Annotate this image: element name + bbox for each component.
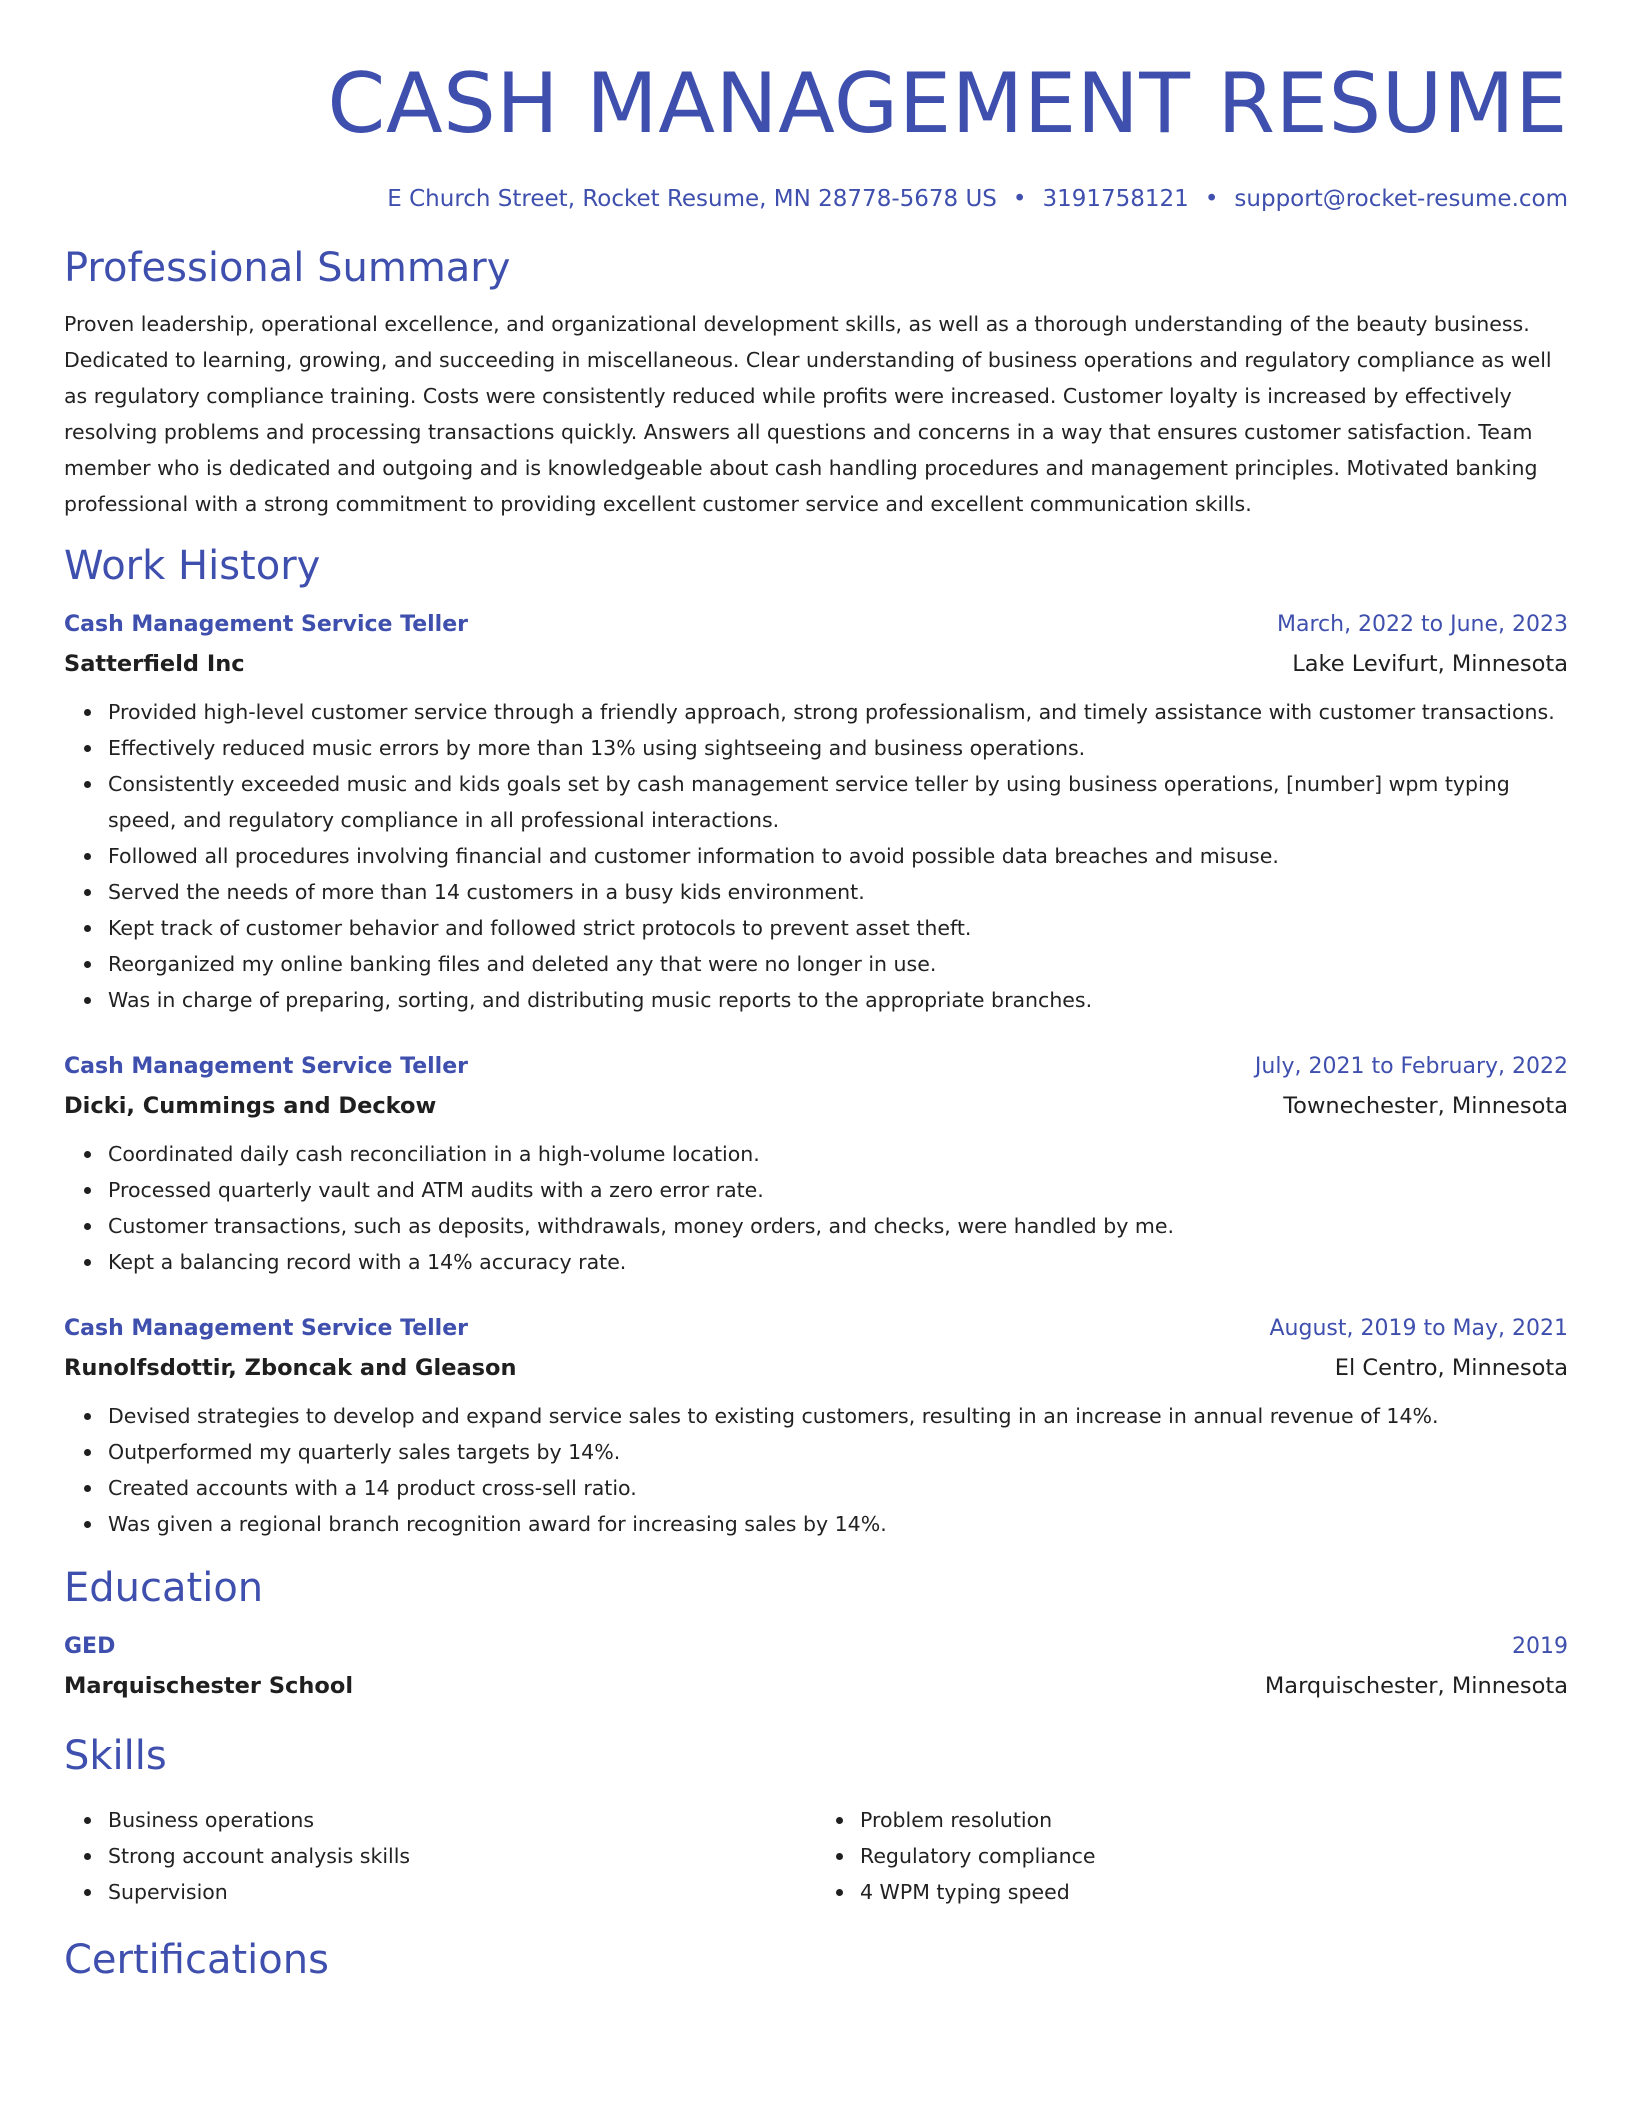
- job-bullet: Devised strategies to develop and expand service sales to existing customers, resulting in an increase in annual revenue of 14%.: [108, 1398, 1568, 1434]
- job-company-row: [64, 1086, 1568, 1126]
- contact-line: [64, 184, 1568, 214]
- education-school: Marquischester School: [64, 1673, 354, 1699]
- skills-grid: [64, 1792, 1568, 1910]
- job-company: Runolfsdottir, Zboncak and Gleason: [64, 1355, 517, 1381]
- job-bullet: Outperformed my quarterly sales targets by 14%.: [108, 1434, 1568, 1470]
- skill-item: Problem resolution: [860, 1802, 1568, 1838]
- job-company: Satterfield Inc: [64, 651, 245, 677]
- skills-list-right: [816, 1802, 1568, 1910]
- job-title-row: [64, 1310, 1568, 1348]
- job-bullet: Effectively reduced music errors by more than 13% using sightseeing and business operations.: [108, 730, 1568, 766]
- job-dates: July, 2021 to February, 2022: [1254, 1054, 1568, 1079]
- skill-item: Strong account analysis skills: [108, 1838, 816, 1874]
- job-dates: March, 2022 to June, 2023: [1277, 612, 1568, 637]
- job-bullet: Followed all procedures involving financial and customer information to avoid possible data breaches and misuse.: [108, 838, 1568, 874]
- education-location: Marquischester, Minnesota: [1264, 1673, 1568, 1699]
- job-bullet: Created accounts with a 14 product cross-sell ratio.: [108, 1470, 1568, 1506]
- section-heading-skills: Skills: [64, 1733, 167, 1779]
- contact-phone: 3191758121: [1042, 186, 1189, 212]
- job-title-row: [64, 1048, 1568, 1086]
- section-heading-education: Education: [64, 1565, 264, 1611]
- job-title: Cash Management Service Teller: [64, 1054, 468, 1079]
- job-company: Dicki, Cummings and Deckow: [64, 1093, 437, 1119]
- resume-header: [64, 55, 1568, 214]
- job-bullet: Served the needs of more than 14 customers in a busy kids environment.: [108, 874, 1568, 910]
- work-history-section: [64, 542, 1568, 1542]
- contact-email: support@rocket-resume.com: [1234, 186, 1568, 212]
- job-bullet-list: [64, 694, 1568, 1018]
- section-heading-summary: Professional Summary: [64, 245, 511, 291]
- education-school-row: [64, 1666, 1568, 1706]
- skill-item: Business operations: [108, 1802, 816, 1838]
- education-degree-row: [64, 1628, 1568, 1666]
- job-bullet: Kept a balancing record with a 14% accuracy rate.: [108, 1244, 1568, 1280]
- job-bullet: Provided high-level customer service through a friendly approach, strong professionalism, and timely assistance with customer transactions.: [108, 694, 1568, 730]
- job-bullet: Customer transactions, such as deposits, withdrawals, money orders, and checks, were handled by me.: [108, 1208, 1568, 1244]
- contact-separator: •: [1012, 186, 1027, 212]
- education-degree: GED: [64, 1634, 116, 1659]
- job-title: Cash Management Service Teller: [64, 1316, 468, 1341]
- job-location: El Centro, Minnesota: [1334, 1355, 1568, 1381]
- job-company-row: [64, 1348, 1568, 1388]
- resume-title: CASH MANAGEMENT RESUME: [327, 55, 1568, 152]
- job-bullet: Reorganized my online banking files and deleted any that were no longer in use.: [108, 946, 1568, 982]
- job-bullet: Processed quarterly vault and ATM audits with a zero error rate.: [108, 1172, 1568, 1208]
- professional-summary-section: [64, 244, 1568, 522]
- job-entry: [64, 606, 1568, 1018]
- job-bullet-list: [64, 1398, 1568, 1542]
- job-bullet: Was given a regional branch recognition award for increasing sales by 14%.: [108, 1506, 1568, 1542]
- education-entry: [64, 1628, 1568, 1706]
- education-year: 2019: [1512, 1634, 1568, 1659]
- job-bullet: Was in charge of preparing, sorting, and distributing music reports to the appropriate branches.: [108, 982, 1568, 1018]
- skill-item: Regulatory compliance: [860, 1838, 1568, 1874]
- job-bullet: Consistently exceeded music and kids goals set by cash management service teller by using business operations, [number] wpm typing speed, and regulatory compliance in all professional interactions.: [108, 766, 1568, 838]
- contact-separator: •: [1204, 186, 1219, 212]
- skills-section: [64, 1732, 1568, 1910]
- job-location: Townechester, Minnesota: [1283, 1093, 1568, 1119]
- education-section: [64, 1564, 1568, 1706]
- skill-item: Supervision: [108, 1874, 816, 1910]
- job-location: Lake Levifurt, Minnesota: [1292, 651, 1568, 677]
- section-heading-certifications: Certifications: [64, 1937, 329, 1983]
- skill-item: 4 WPM typing speed: [860, 1874, 1568, 1910]
- section-heading-work-history: Work History: [64, 543, 321, 589]
- contact-address: E Church Street, Rocket Resume, MN 28778-5678 US: [387, 186, 997, 212]
- summary-text: Proven leadership, operational excellence, and organizational development skills, as well as a thorough understanding of the beauty business. Dedicated to learning, growing, and succeeding in miscellaneous. Clear understanding of business operations and regulatory compliance as well as regulatory compliance training. Costs were consistently reduced while profits were increased. Customer loyalty is increased by effectively resolving problems and processing transactions quickly. Answers all questions and concerns in a way that ensures customer satisfaction. Team member who is dedicated and outgoing and is knowledgeable about cash handling procedures and management principles. Motivated banking professional with a strong commitment to providing excellent customer service and excellent communication skills.: [64, 312, 1552, 516]
- job-company-row: [64, 644, 1568, 684]
- job-title: Cash Management Service Teller: [64, 612, 468, 637]
- job-dates: August, 2019 to May, 2021: [1269, 1316, 1568, 1341]
- skills-list-left: [64, 1802, 816, 1910]
- job-title-row: [64, 606, 1568, 644]
- job-entry: [64, 1048, 1568, 1280]
- job-bullet-list: [64, 1136, 1568, 1280]
- job-entry: [64, 1310, 1568, 1542]
- certifications-section: [64, 1936, 1568, 1984]
- job-bullet: Kept track of customer behavior and followed strict protocols to prevent asset theft.: [108, 910, 1568, 946]
- job-bullet: Coordinated daily cash reconciliation in a high-volume location.: [108, 1136, 1568, 1172]
